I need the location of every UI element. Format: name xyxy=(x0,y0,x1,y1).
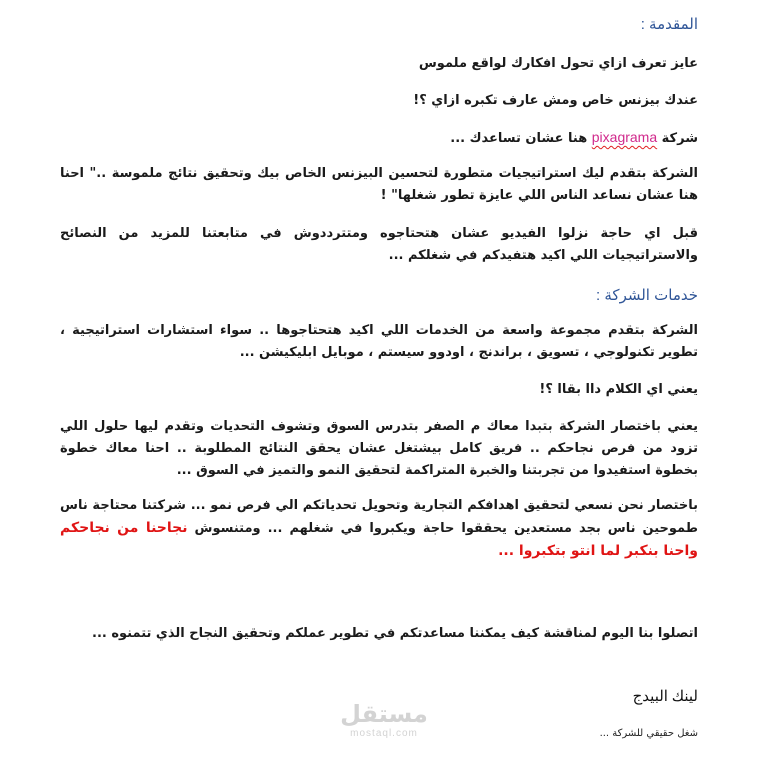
watermark-sub: mostaql.com xyxy=(350,728,418,739)
document-page xyxy=(60,0,698,761)
closing-line: اتصلوا بنا اليوم لمناقشة كيف يمكننا مساعدتكم في تطوير عملكم وتحقيق النجاح الذي تتمنوه ... xyxy=(92,626,698,641)
intro-heading: المقدمة : xyxy=(640,16,698,33)
signature-title: لينك البيدج xyxy=(632,689,698,705)
intro-line-1: عايز تعرف ازاي تحول افكارك لواقع ملموس xyxy=(418,56,698,71)
signature-subtitle: شغل حقيقي للشركة ... xyxy=(599,728,698,739)
watermark-main: مستقل xyxy=(340,700,428,728)
intro-line-2: عندك بيزنس خاص ومش عارف تكبره ازاي ؟! xyxy=(413,93,698,108)
services-paragraph-3: يعني باختصار الشركة بتبدا معاك م الصفر بتدرس السوق وتشوف التحديات وتقدم ليها حلول اللي تزود من فرص نجاحكم .. فريق كامل بيشتغل عشان يحقق النتائج المطلوبة .. احنا معاك خطوة بخطوة استفيدوا من تجربتنا والخبرة المتراكمة لتحقيق النمو والتميز في السوق ... xyxy=(60,419,698,478)
intro-paragraph-4: الشركة بتقدم ليك استراتيجيات متطورة لتحسين البيزنس الخاص بيك وتحقيق نتائج ملموسة .." احنا هنا عشان نساعد الناس اللي عايزة تطور شغلها" ! xyxy=(60,166,698,203)
services-line-2: يعني اي الكلام داا بقاا ؟! xyxy=(539,382,698,397)
intro-line-3 xyxy=(60,126,698,150)
services-paragraph-4-text: باختصار نحن نسعي لتحقيق اهدافكم التجارية وتحويل تحدياتكم الي فرص نمو ... شركتنا محتاجة ناس طموحين ناس بجد مستعدين يحققوا حاجة ويكبروا في شغلهم ... ومتنسوش xyxy=(60,498,698,536)
services-heading: خدمات الشركة : xyxy=(596,287,698,304)
watermark-logo xyxy=(338,700,430,746)
intro-line-3-start: شركة xyxy=(661,131,698,146)
intro-line-3-end: هنا عشان تساعدك ... xyxy=(450,131,588,146)
services-paragraph-1: الشركة بتقدم مجموعة واسعة من الخدمات اللي اكيد هتحتاجوها .. سواء استشارات استراتيجية ، تطوير تكنولوجي ، تسويق ، براندنج ، اودوو سيستم ، موبايل ابليكيشن ... xyxy=(60,323,698,360)
intro-paragraph-5: قبل اي حاجة نزلوا الفيديو عشان هتحتاجوه ومتترددوش في متابعتنا للمزيد من النصائح والاستراتيجيات اللي اكيد هتفيدكم في شغلكم ... xyxy=(60,226,698,263)
brand-name: pixagrama xyxy=(591,129,658,145)
highlight-text: نجاحنا من نجاحكم واحنا بنكبر لما انتو بتكبروا ... xyxy=(60,520,698,559)
services-paragraph-4 xyxy=(60,495,698,563)
